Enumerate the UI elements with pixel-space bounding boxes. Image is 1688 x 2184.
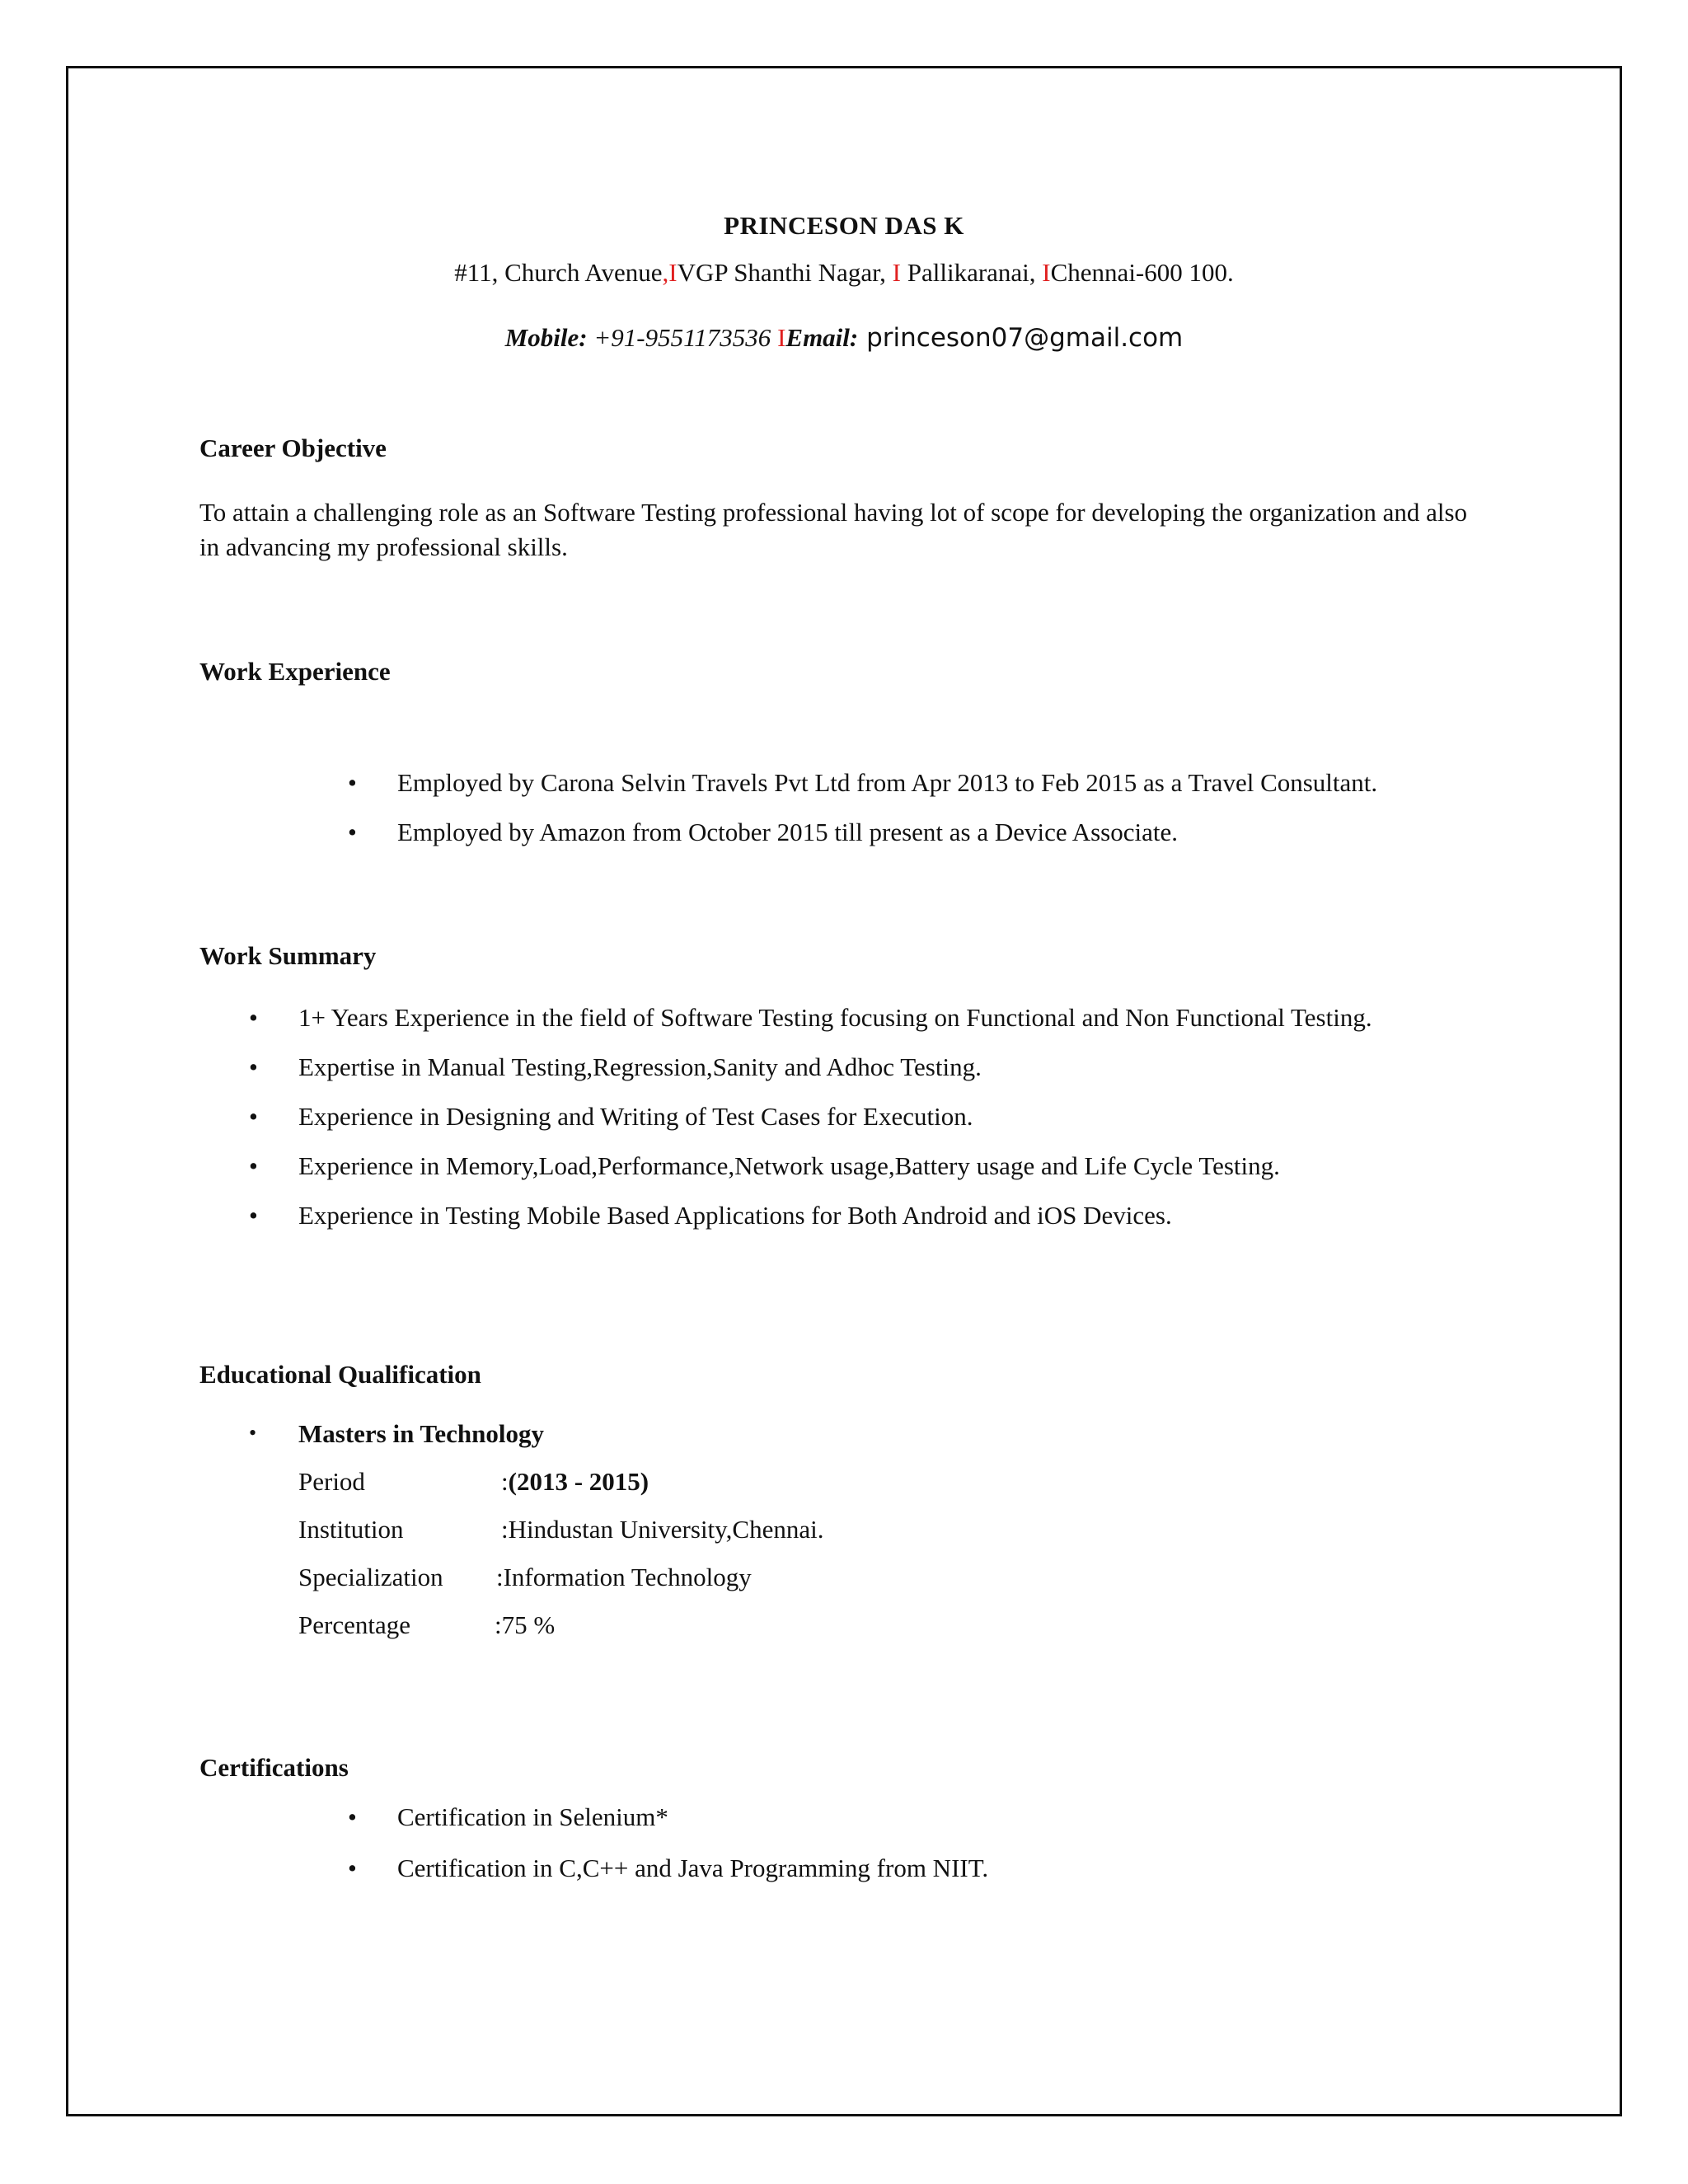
education-value: :Information Technology (496, 1563, 752, 1591)
education-value: :75 % (495, 1610, 556, 1639)
list-item-text: Experience in Memory,Load,Performance,Network usage,Battery usage and Life Cycle Testing. (298, 1151, 1280, 1180)
mobile-number: +91-9551173536 (587, 323, 778, 352)
address-line (0, 258, 1688, 288)
degree-title: Masters in Technology (298, 1419, 544, 1448)
address-part: VGP Shanthi Nagar, (677, 258, 893, 287)
bullet-icon: • (249, 1102, 258, 1131)
list-item-text: 1+ Years Experience in the field of Software Testing focusing on Functional and Non Functional Testing. (298, 1003, 1372, 1032)
page-border (66, 66, 1622, 2116)
list-item-text: Experience in Designing and Writing of Test Cases for Execution. (298, 1102, 973, 1131)
bullet-icon: • (249, 1201, 258, 1230)
career-objective-heading: Career Objective (199, 434, 387, 462)
list-item-text: Certification in C,C++ and Java Programming from NIIT. (397, 1854, 989, 1882)
list-item-text: Employed by Amazon from October 2015 till present as a Device Associate. (397, 818, 1178, 846)
education-heading: Educational Qualification (199, 1360, 481, 1389)
email-label: Email: (785, 323, 859, 352)
education-label: Institution (298, 1515, 404, 1544)
career-objective-text: To attain a challenging role as an Software Testing professional having lot of scope for developing the organization and also in advancing my professional skills. (199, 498, 1468, 561)
education-period: (2013 - 2015) (508, 1467, 649, 1496)
work-summary-heading: Work Summary (199, 941, 377, 970)
contact-separator: I (777, 323, 786, 352)
contact-line (0, 323, 1688, 353)
bullet-icon: • (348, 818, 357, 846)
candidate-name: PRINCESON DAS K (724, 211, 964, 240)
bullet-icon: • (249, 1052, 258, 1081)
address-part: Chennai-600 100. (1050, 258, 1234, 287)
education-label: Specialization (298, 1563, 443, 1591)
education-value: :Hindustan University,Chennai. (501, 1515, 824, 1544)
bullet-icon: • (249, 1421, 257, 1445)
mobile-label: Mobile: (504, 323, 588, 352)
address-separator: I (1042, 258, 1051, 287)
address-separator: I (892, 258, 901, 287)
list-item-text: Employed by Carona Selvin Travels Pvt Ltd from Apr 2013 to Feb 2015 as a Travel Consultant. (397, 768, 1378, 797)
bullet-icon: • (249, 1151, 258, 1180)
address-separator: I (668, 258, 678, 287)
bullet-icon: • (348, 768, 357, 797)
email-address: princeson07@gmail.com (858, 323, 1184, 353)
address-separator: , (662, 258, 669, 287)
address-part: Pallikaranai, (900, 258, 1043, 287)
bullet-icon: • (249, 1003, 258, 1032)
work-experience-heading: Work Experience (199, 657, 391, 686)
certifications-heading: Certifications (199, 1753, 349, 1782)
education-value-text: : (501, 1467, 509, 1496)
education-label: Percentage (298, 1610, 410, 1639)
list-item-text: Certification in Selenium* (397, 1802, 668, 1831)
address-part: #11, Church Avenue (454, 258, 663, 287)
bullet-icon: • (348, 1802, 357, 1831)
bullet-icon: • (348, 1854, 357, 1882)
list-item-text: Expertise in Manual Testing,Regression,Sanity and Adhoc Testing. (298, 1052, 982, 1081)
education-value (501, 1467, 649, 1497)
list-item-text: Experience in Testing Mobile Based Applications for Both Android and iOS Devices. (298, 1201, 1172, 1230)
education-label: Period (298, 1467, 365, 1496)
